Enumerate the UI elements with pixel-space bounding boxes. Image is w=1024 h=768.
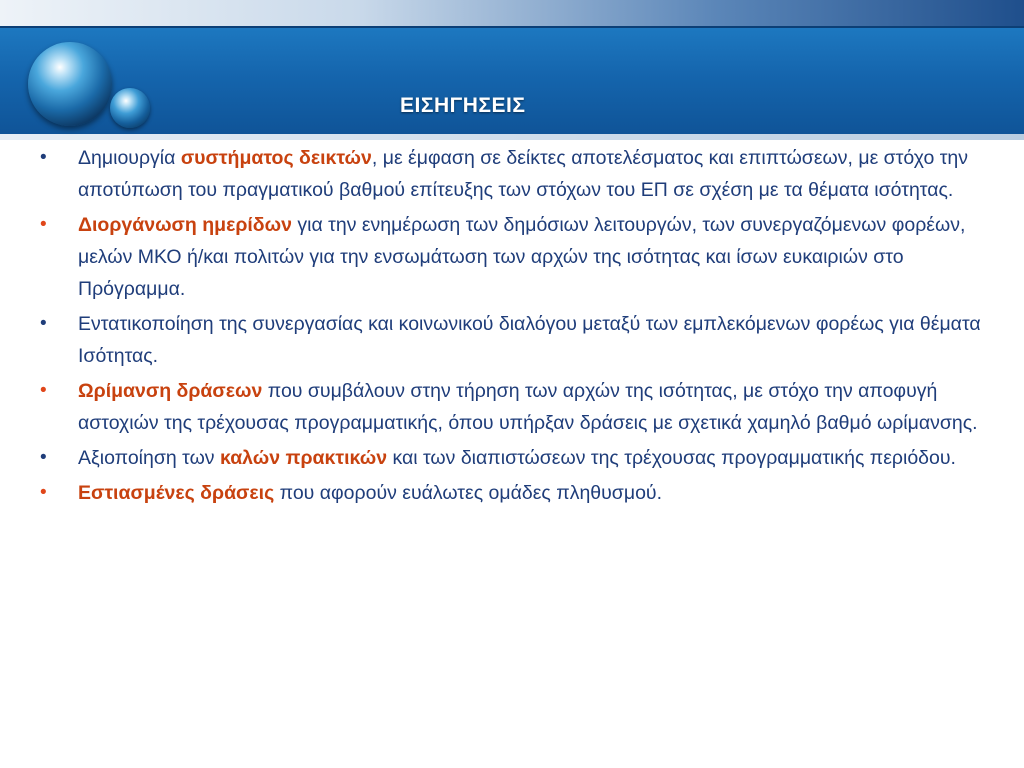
bullet-text-post: , με έμφαση σε δείκτες αποτελέσματος και επιπτώσεων, με στόχο την αποτύπωση του πραγματικού βαθμού επίτευξης των στόχων του ΕΠ σε σχέση με τα θέματα ισότητας.	[78, 147, 969, 201]
bullet-text-pre: Αξιοποίηση των	[78, 447, 220, 469]
bullet-icon: •	[40, 482, 47, 503]
list-item	[0, 308, 1024, 372]
bullet-text-pre: Εντατικοποίηση της συνεργασίας και κοινωνικού διαλόγου μεταξύ των εμπλεκόμενων φορέως για θέματα Ισότητας.	[78, 313, 981, 367]
bullet-icon: •	[40, 147, 47, 168]
bullet-highlight: Διοργάνωση ημερίδων	[78, 214, 292, 236]
list-item	[0, 477, 1024, 509]
globe-icon	[28, 42, 112, 126]
slide-header	[0, 26, 1024, 134]
bullet-icon: •	[40, 380, 47, 401]
bullet-list	[0, 142, 1024, 512]
bullet-highlight: καλών πρακτικών	[219, 447, 388, 469]
list-item	[0, 375, 1024, 439]
top-gradient-strip	[0, 0, 1024, 26]
small-globe-icon	[110, 88, 150, 128]
bullet-text-post: που συμβάλουν στην τήρηση των αρχών της ισότητας, με στόχο την αποφυγή αστοχιών της τρέχουσας προγραμματικής, όπου υπήρξαν δράσεις με σχετικά χαμηλό βαθμό ωρίμανσης.	[78, 380, 978, 434]
bullet-text-post: για την ενημέρωση των δημόσιων λειτουργών, των συνεργαζόμενων φορέων, μελών ΜΚΟ ή/και πολιτών για την ενσωμάτωση των αρχών της ισότητας και ίσων ευκαιριών στο Πρόγραμμα.	[78, 214, 966, 300]
slide-title: ΕΙΣΗΓΗΣΕΙΣ	[400, 94, 526, 117]
bullet-text-post: και των διαπιστώσεων της τρέχουσας προγραμματικής περιόδου.	[387, 447, 956, 469]
bullet-icon: •	[40, 447, 47, 468]
bullet-highlight: Ωρίμανση δράσεων	[78, 380, 263, 402]
bullet-icon: •	[40, 214, 47, 235]
bullet-text-post: που αφορούν ευάλωτες ομάδες πληθυσμού.	[274, 482, 662, 504]
list-item	[0, 209, 1024, 305]
list-item	[0, 142, 1024, 206]
list-item	[0, 442, 1024, 474]
bullet-highlight: συστήματος δεικτών	[180, 147, 372, 169]
bullet-highlight: Εστιασμένες δράσεις	[78, 482, 275, 504]
bullet-icon: •	[40, 313, 47, 334]
bullet-text-pre: Δημιουργία	[78, 147, 181, 169]
